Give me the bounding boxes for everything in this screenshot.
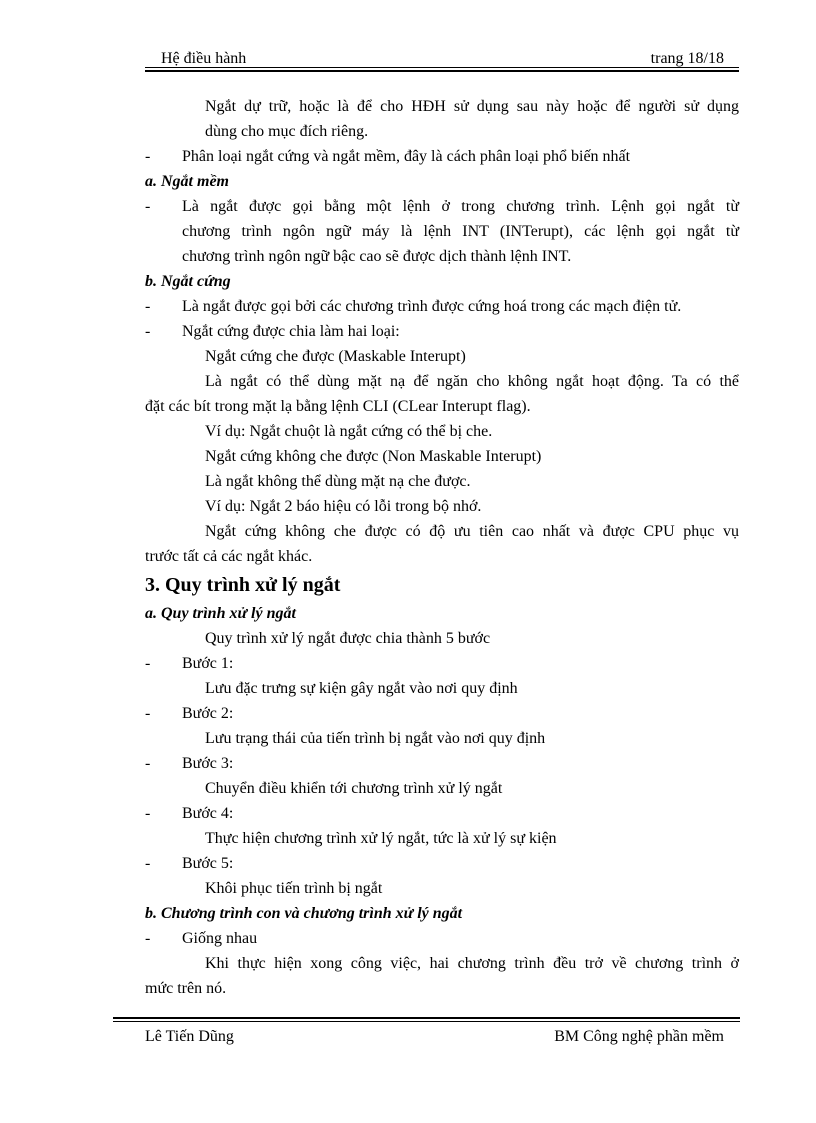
step-label: Bước 3: — [182, 755, 234, 772]
subheading: a. Ngắt mềm — [145, 173, 229, 190]
dash-marker: - — [145, 323, 151, 340]
footer-department: BM Công nghệ phần mềm — [554, 1028, 724, 1045]
dash-marker: - — [145, 298, 151, 315]
dash-marker: - — [145, 805, 151, 822]
paragraph-line: Ngắt cứng không che được (Non Maskable Interupt) — [205, 448, 542, 465]
step-item — [145, 851, 739, 876]
step-item — [145, 651, 739, 676]
dash-marker: - — [145, 198, 151, 215]
header-page-number: trang 18/18 — [650, 50, 724, 67]
dash-marker: - — [145, 930, 151, 947]
bullet-text: Là ngắt được gọi bởi các chương trình được cứng hoá trong các mạch điện tử. — [182, 298, 682, 315]
step-item — [145, 751, 739, 776]
paragraph-line: Khi thực hiện xong công việc, hai chương trình đều trở về chương trình ở — [205, 955, 739, 972]
bullet-text: Là ngắt được gọi bằng một lệnh ở trong chương trình. Lệnh gọi ngắt từ — [182, 198, 739, 215]
dash-marker: - — [145, 855, 151, 872]
paragraph-line: chương trình ngôn ngữ máy là lệnh INT (INTerupt), các lệnh gọi ngắt từ — [182, 223, 739, 240]
header-rule — [145, 67, 739, 72]
step-label: Bước 4: — [182, 805, 234, 822]
bullet-item — [145, 194, 739, 219]
section-heading: 3. Quy trình xử lý ngắt — [145, 574, 341, 596]
paragraph-line: mức trên nó. — [145, 980, 227, 997]
bullet-text: Ngắt cứng được chia làm hai loại: — [182, 323, 400, 340]
bullet-item — [145, 926, 739, 951]
page-body — [145, 94, 739, 1001]
bullet-text: Phân loại ngắt cứng và ngắt mềm, đây là cách phân loại phổ biến nhất — [182, 148, 631, 165]
step-description: Chuyển điều khiển tới chương trình xử lý ngắt — [205, 780, 503, 797]
paragraph-line: Là ngắt không thể dùng mặt nạ che được. — [205, 473, 471, 490]
page-header — [145, 50, 724, 68]
footer-rule — [113, 1017, 740, 1022]
step-item — [145, 701, 739, 726]
bullet-item — [145, 319, 739, 344]
step-label: Bước 2: — [182, 705, 234, 722]
subheading: b. Ngắt cứng — [145, 273, 231, 290]
step-item — [145, 801, 739, 826]
subheading: b. Chương trình con và chương trình xử lý ngắt — [145, 905, 463, 922]
header-title: Hệ điều hành — [161, 50, 247, 67]
paragraph-line: trước tất cả các ngắt khác. — [145, 548, 313, 565]
paragraph-line: Ngắt cứng không che được có độ ưu tiên cao nhất và được CPU phục vụ — [205, 523, 739, 540]
page-footer — [145, 1027, 724, 1047]
step-description: Lưu đặc trưng sự kiện gây ngắt vào nơi quy định — [205, 680, 518, 697]
paragraph-line: dùng cho mục đích riêng. — [205, 123, 369, 140]
bullet-text: Giống nhau — [182, 930, 258, 947]
paragraph-line: Quy trình xử lý ngắt được chia thành 5 bước — [205, 630, 491, 647]
step-description: Thực hiện chương trình xử lý ngắt, tức là xử lý sự kiện — [205, 830, 557, 847]
paragraph-line: Ví dụ: Ngắt chuột là ngắt cứng có thể bị che. — [205, 423, 493, 440]
dash-marker: - — [145, 705, 151, 722]
bullet-item — [145, 294, 739, 319]
step-description: Lưu trạng thái của tiến trình bị ngắt vào nơi quy định — [205, 730, 546, 747]
paragraph-line: đặt các bít trong mặt lạ bằng lệnh CLI (CLear Interupt flag). — [145, 398, 531, 415]
footer-author: Lê Tiến Dũng — [145, 1028, 234, 1045]
dash-marker: - — [145, 655, 151, 672]
paragraph-line: Ví dụ: Ngắt 2 báo hiệu có lỗi trong bộ nhớ. — [205, 498, 482, 515]
paragraph-line: chương trình ngôn ngữ bậc cao sẽ được dịch thành lệnh INT. — [182, 248, 572, 265]
subheading: a. Quy trình xử lý ngắt — [145, 605, 296, 622]
dash-marker: - — [145, 755, 151, 772]
step-description: Khôi phục tiến trình bị ngắt — [205, 880, 383, 897]
step-label: Bước 5: — [182, 855, 234, 872]
dash-marker: - — [145, 148, 151, 165]
paragraph-line: Là ngắt có thể dùng mặt nạ để ngăn cho không ngắt hoạt động. Ta có thể — [205, 373, 739, 390]
bullet-item — [145, 144, 739, 169]
paragraph-line: Ngắt cứng che được (Maskable Interupt) — [205, 348, 466, 365]
paragraph-line: Ngắt dự trữ, hoặc là để cho HĐH sử dụng sau này hoặc để người sử dụng — [205, 98, 739, 115]
step-label: Bước 1: — [182, 655, 234, 672]
